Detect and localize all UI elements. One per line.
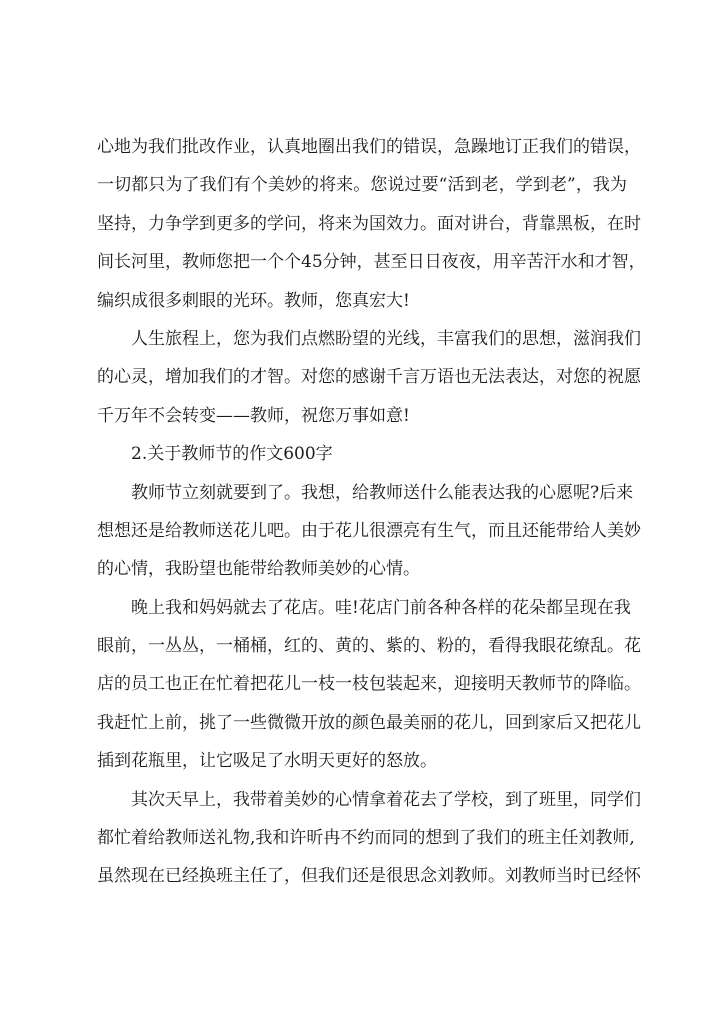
paragraph-line: 店的员工也正在忙着把花儿一枝一枝包装起来，迎接明天教师节的降临。 bbox=[97, 674, 641, 695]
paragraph-line: 虽然现在已经换班主任了，但我们还是很思念刘教师。刘教师当时已经怀 bbox=[97, 866, 641, 887]
paragraph-line: 插到花瓶里，让它吸足了水明天更好的怒放。 bbox=[97, 751, 437, 772]
paragraph-line: 一切都只为了我们有个美妙的将来。您说过要“活到老，学到老”，我为 bbox=[97, 175, 627, 196]
paragraph-line: 人生旅程上，您为我们点燃盼望的光线，丰富我们的思想，滋润我们 bbox=[131, 328, 641, 349]
paragraph-line: 其次天早上，我带着美妙的心情拿着花去了学校，到了班里，同学们 bbox=[131, 789, 641, 810]
paragraph-line: 晚上我和妈妈就去了花店。哇!花店门前各种各样的花朵都呈现在我 bbox=[131, 597, 631, 618]
paragraph-line: 坚持，力争学到更多的学问，将来为国效力。面对讲台，背靠黑板，在时 bbox=[97, 213, 641, 234]
paragraph-line: 的心灵，增加我们的才智。对您的感谢千言万语也无法表达，对您的祝愿 bbox=[97, 367, 641, 388]
paragraph-line: 想想还是给教师送花儿吧。由于花儿很漂亮有生气，而且还能带给人美妙 bbox=[97, 520, 641, 541]
paragraph-line: 都忙着给教师送礼物,我和许昕冉不约而同的想到了我们的班主任刘教师, bbox=[97, 828, 635, 849]
paragraph-line: 我赶忙上前，挑了一些微微开放的颜色最美丽的花儿，回到家后又把花儿 bbox=[97, 712, 641, 733]
paragraph-line: 的心情，我盼望也能带给教师美妙的心情。 bbox=[97, 559, 420, 580]
paragraph-line: 间长河里，教师您把一个个45分钟，甚至日日夜夜，用辛苦汗水和才智， bbox=[97, 252, 646, 273]
paragraph-line: 千万年不会转变——教师，祝您万事如意! bbox=[97, 405, 410, 426]
paragraph-line: 心地为我们批改作业，认真地圈出我们的错误，急躁地订正我们的错误， bbox=[97, 137, 641, 157]
section-heading: 2.关于教师节的作文600字 bbox=[131, 444, 333, 465]
paragraph-line: 教师节立刻就要到了。我想，给教师送什么能表达我的心愿呢?后来 bbox=[131, 482, 634, 503]
paragraph-line: 眼前，一丛丛，一桶桶，红的、黄的、紫的、粉的，看得我眼花缭乱。花 bbox=[97, 636, 641, 657]
document-body bbox=[97, 128, 646, 896]
paragraph-line: 编织成很多刺眼的光环。教师，您真宏大! bbox=[97, 290, 410, 311]
